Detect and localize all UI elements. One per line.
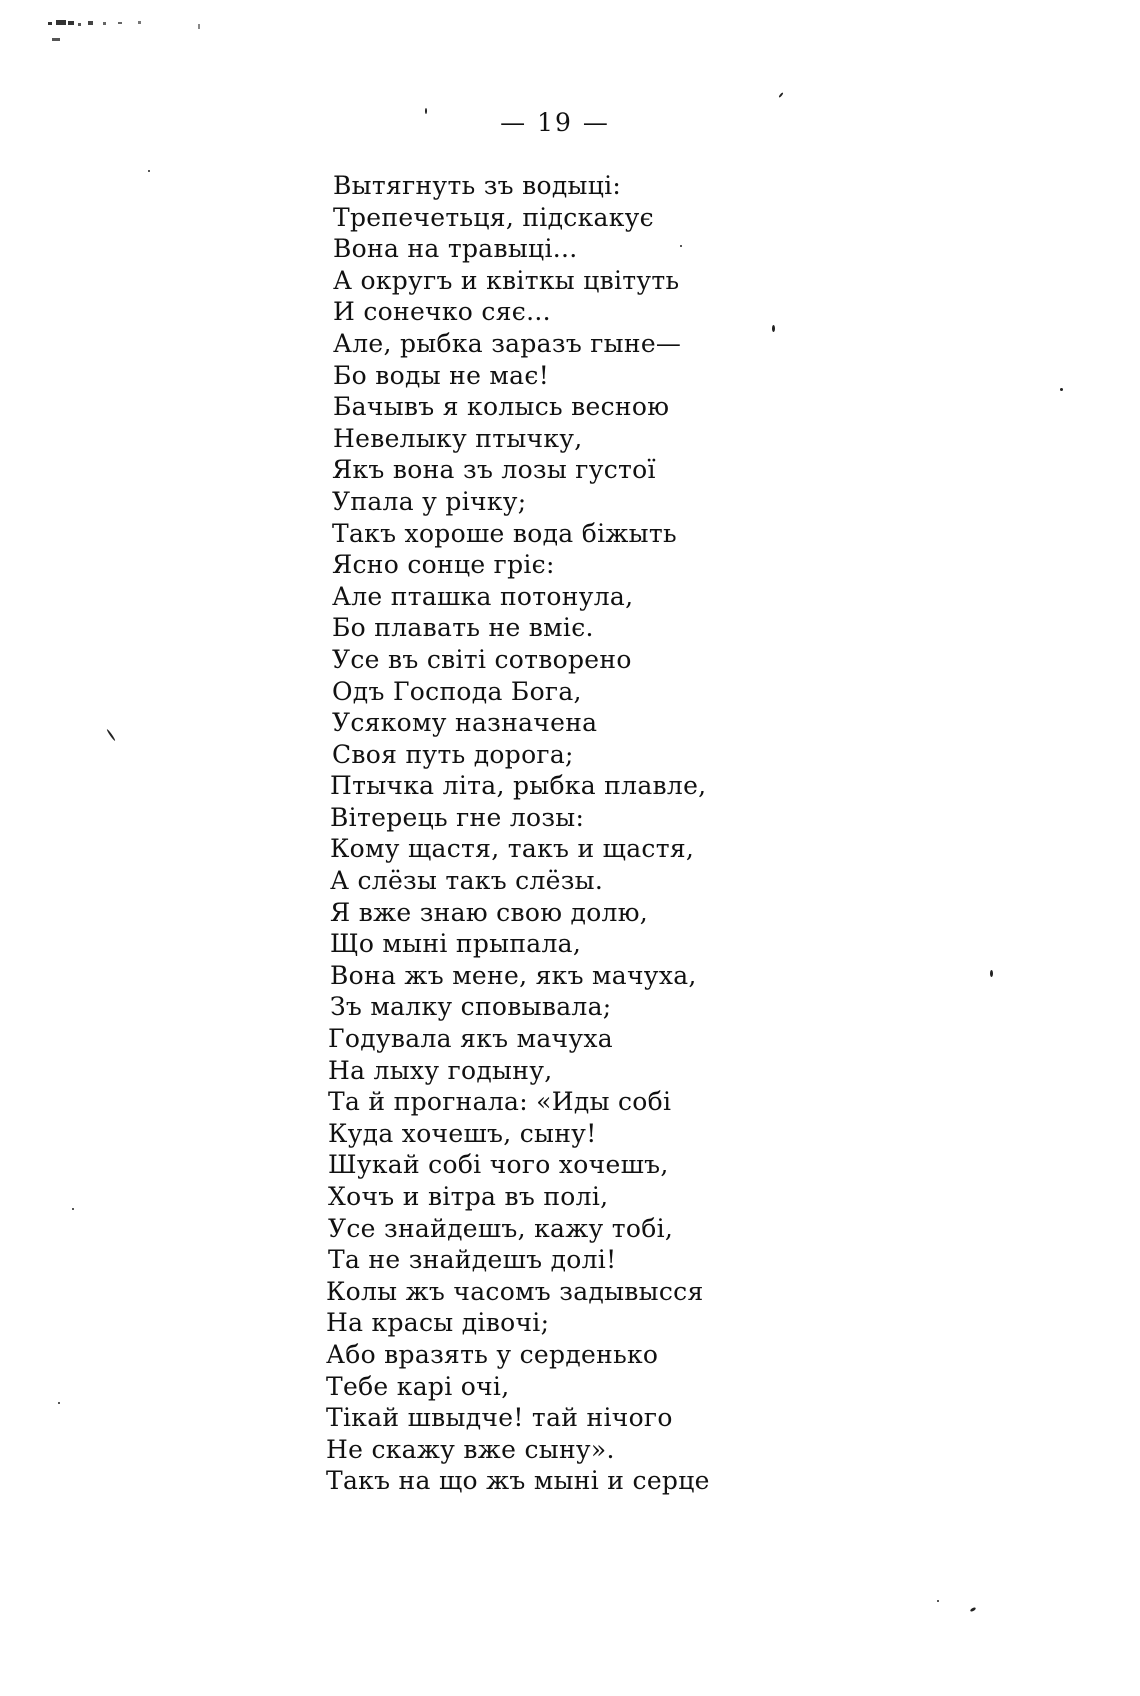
poem-line: Та не знайдешъ долі!: [328, 1245, 617, 1275]
poem-line: Колы жъ часомъ задывысся: [326, 1276, 704, 1306]
scan-speck: [937, 1600, 939, 1602]
poem-line: Годувала якъ мачуха: [328, 1024, 613, 1054]
poem-line: Вона жъ мене, якъ мачуха,: [330, 960, 697, 990]
poem-line: Своя путь дорога;: [332, 739, 574, 769]
poem-line: Бо плавать не вміє.: [332, 613, 594, 643]
scan-speck: [425, 108, 427, 114]
poem-line: Кому щастя, такъ и щастя,: [330, 834, 695, 864]
poem-line: Я вже знаю свою долю,: [330, 897, 649, 927]
poem-line: Усе знайдешъ, кажу тобі,: [328, 1213, 674, 1243]
scan-speck: [106, 729, 116, 742]
poem-line: Усе въ світі сотворено: [332, 644, 632, 674]
poem-line: А слёзы такъ слёзы.: [330, 866, 604, 896]
poem-line: Вона на травыці...: [333, 234, 578, 264]
poem-line: На лыху годыну,: [328, 1055, 553, 1085]
poem-line: Невелыку птычку,: [333, 423, 583, 453]
poem-line: Бачывъ я колысь весною: [333, 392, 670, 422]
scan-speck: [772, 325, 775, 332]
poem-text: [326, 170, 710, 1497]
poem-line: Такъ хороше вода біжыть: [332, 518, 677, 548]
poem-line: Тебе карі очі,: [326, 1371, 510, 1401]
poem-line: Упала у річку;: [332, 486, 527, 516]
poem-line: Одъ Господа Бога,: [332, 676, 582, 706]
scan-speck: [990, 970, 993, 977]
scan-speck: [148, 170, 150, 172]
scan-speck: [58, 1402, 60, 1404]
poem-line: Зъ малку сповывала;: [330, 992, 612, 1022]
poem-line: Куда хочешъ, сыну!: [328, 1118, 597, 1148]
poem-line: И сонечко сяє...: [333, 297, 551, 327]
scan-speck: [72, 1208, 74, 1210]
poem-line: Але, рыбка заразъ гыне—: [333, 328, 682, 358]
poem-line: Та й прогнала: «Иды собі: [328, 1087, 672, 1117]
poem-line: Усякому назначена: [332, 708, 598, 738]
poem-line: Або вразять у серденько: [326, 1339, 659, 1369]
poem-line: Бо воды не має!: [333, 360, 550, 390]
scan-speck: [970, 1607, 977, 1613]
ink-smudge-mark: [48, 20, 218, 44]
scan-speck: [680, 245, 682, 247]
poem-line: Вытягнуть зъ водыці:: [333, 171, 622, 200]
poem-line: Вітерець гне лозы:: [330, 802, 585, 832]
poem-line: Птычка літа, рыбка плавле,: [330, 771, 707, 801]
scan-speck: [778, 92, 783, 98]
poem-line: Хочъ и вітра въ полі,: [328, 1182, 609, 1211]
poem-line: Не скажу вже сыну».: [326, 1434, 615, 1464]
poem-line: Якъ вона зъ лозы густої: [332, 455, 656, 485]
poem-line: На красы дівочі;: [326, 1308, 550, 1338]
poem-line: Але пташка потонула,: [332, 581, 634, 611]
poem-line: Що мыні прыпала,: [330, 929, 582, 959]
page-number: — 19 —: [500, 108, 610, 137]
poem-line: Трепечетьця, підскакує: [333, 202, 654, 232]
poem-line: Тікай швыдче! тай нічого: [326, 1403, 673, 1433]
poem-line: А округъ и квіткы цвітуть: [333, 265, 680, 295]
poem-line: Шукай собі чого хочешъ,: [328, 1150, 669, 1180]
poem-line: Такъ на що жъ мыні и серце: [326, 1466, 710, 1496]
poem-line: Ясно сонце гріє:: [332, 550, 555, 580]
scan-speck: [1060, 388, 1063, 391]
